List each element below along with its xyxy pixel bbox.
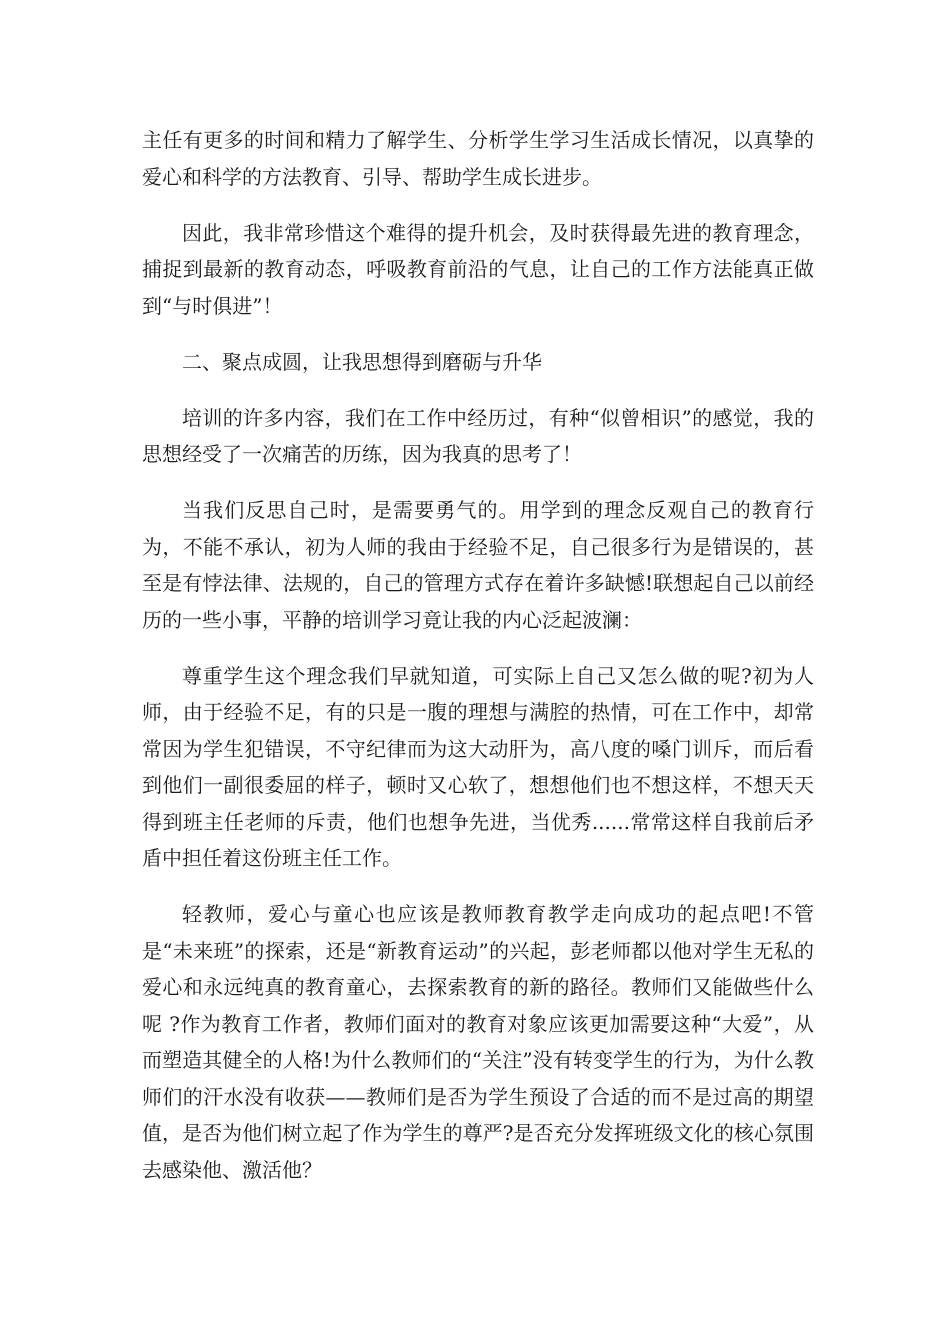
- paragraph-respect-students: 尊重学生这个理念我们早就知道，可实际上自己又怎么做的呢?初为人师，由于经验不足，有的只是一腹的理想与满腔的热情，可在工作中，却常常因为学生犯错误，不守纪律而为这大动肝为，高八度的嗓门训斥，而后看到他们一副很委屈的样子，顿时又心软了，想想他们也不想这样，不想天天得到班主任老师的斥责，他们也想争先进，当优秀......常常这样自我前后矛盾中担任着这份班主任工作。: [142, 663, 814, 870]
- paragraph-training-content: 培训的许多内容，我们在工作中经历过，有种“似曾相识”的感觉，我的思想经受了一次痛苦的历练，因为我真的思考了！: [142, 405, 814, 466]
- document-body: [142, 122, 814, 1208]
- paragraph-love-and-innocence: 轻教师，爱心与童心也应该是教师教育教学走向成功的起点吧!不管是“未来班”的探索，还是“新教育运动”的兴起，彭老师都以他对学生无私的爱心和永远纯真的教育童心，去探索教育的新的路径。教师们又能做些什么呢 ?作为教育工作者，教师们面对的教育对象应该更加需要这种“大爱”，从而塑造其健全的人格!为什么教师们的“关注”没有转变学生的行为，为什么教师们的汗水没有收获——教师们是否为学生预设了合适的而不是过高的期望值，是否为他们树立起了作为学生的尊严?是否充分发挥班级文化的核心氛围去感染他、激活他？: [142, 902, 814, 1182]
- paragraph-continued: 主任有更多的时间和精力了解学生、分析学生学习生活成长情况，以真挚的爱心和科学的方法教育、引导、帮助学生成长进步。: [142, 128, 814, 189]
- paragraph-opportunity: 因此，我非常珍惜这个难得的提升机会，及时获得最先进的教育理念，捕捉到最新的教育动态，呼吸教育前沿的气息，让自己的工作方法能真正做到“与时俱进”！: [142, 220, 814, 318]
- paragraph-self-reflection: 当我们反思自己时，是需要勇气的。用学到的理念反观自己的教育行为，不能不承认，初为人师的我由于经验不足，自己很多行为是错误的，甚至是有悖法律、法规的，自己的管理方式存在着许多缺憾!联想起自己以前经历的一些小事，平静的培训学习竟让我的内心泛起波澜：: [142, 498, 814, 632]
- section-heading-two: 二、聚点成圆，让我思想得到磨砺与升华: [182, 349, 542, 374]
